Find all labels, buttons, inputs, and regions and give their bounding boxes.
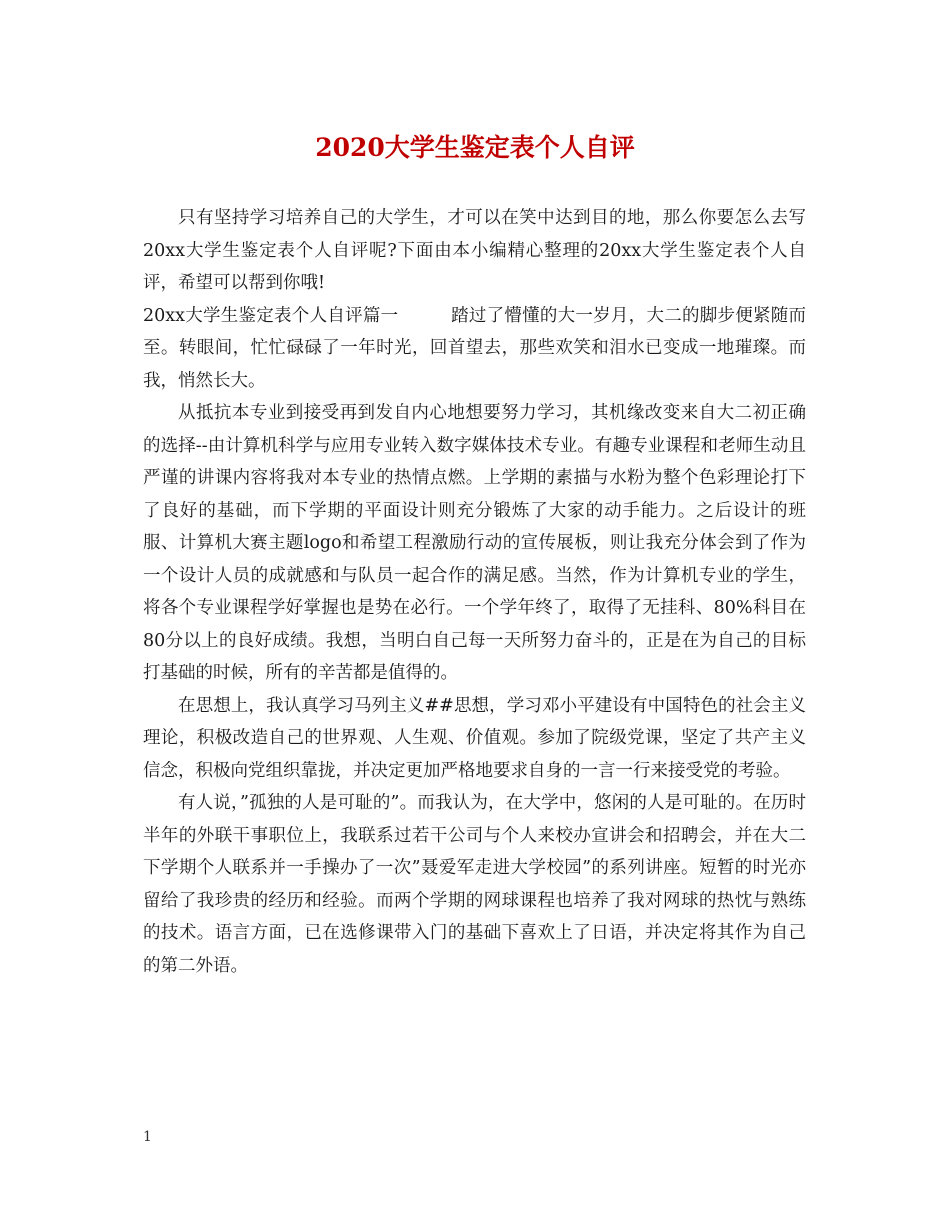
page-number: 1	[143, 1129, 152, 1145]
section-line	[143, 300, 806, 398]
section-heading: 20xx大学生鉴定表个人自评篇一	[143, 305, 399, 326]
document-title: 2020大学生鉴定表个人自评	[315, 133, 635, 162]
section-intro-text: 踏过了懵懂的大一岁月，大二的脚步便紧随而至。转眼间，忙忙碌碌了一年时光，回首望去，那些欢笑和泪水已变成一地璀璨。而我，悄然长大。	[143, 305, 806, 391]
body-paragraph-study: 从抵抗本专业到接受再到发自内心地想要努力学习，其机缘改变来自大二初正确的选择--由计算机科学与应用专业转入数字媒体技术专业。有趣专业课程和老师生动且严谨的讲课内容将我对本专业的热情点燃。上学期的素描与水粉为整个色彩理论打下了良好的基础，而下学期的平面设计则充分锻炼了大家的动手能力。之后设计的班服、计算机大赛主题logo和希望工程激励行动的宣传展板，则让我充分体会到了作为一个设计人员的成就感和与队员一起合作的满足感。当然，作为计算机专业的学生，将各个专业课程学好掌握也是势在必行。一个学年终了，取得了无挂科、80%科目在80分以上的良好成绩。我想，当明白自己每一天所努力奋斗的，正是在为自己的目标打基础的时候，所有的辛苦都是值得的。	[143, 403, 806, 683]
document-body	[143, 202, 806, 982]
intro-paragraph: 只有坚持学习培养自己的大学生，才可以在笑中达到目的地，那么你要怎么去写20xx大学生鉴定表个人自评呢?下面由本小编精心整理的20xx大学生鉴定表个人自评，希望可以帮到你哦!	[143, 208, 806, 293]
body-paragraph-ideology: 在思想上，我认真学习马列主义##思想，学习邓小平建设有中国特色的社会主义理论，积极改造自己的世界观、人生观、价值观。参加了院级党课，坚定了共产主义信念，积极向党组织靠拢，并决定更加严格地要求自身的一言一行来接受党的考验。	[143, 695, 806, 781]
body-paragraph-activities: 有人说，”孤独的人是可耻的”。而我认为，在大学中，悠闲的人是可耻的。在历时半年的外联干事职位上，我联系过若干公司与个人来校办宣讲会和招聘会，并在大二下学期个人联系并一手操办了一次”聂爱军走进大学校园”的系列讲座。短暂的时光亦留给了我珍贵的经历和经验。而两个学期的网球课程也培养了我对网球的热忱与熟练的技术。语言方面，已在选修课带入门的基础下喜欢上了日语，并决定将其作为自己的第二外语。	[143, 793, 806, 976]
